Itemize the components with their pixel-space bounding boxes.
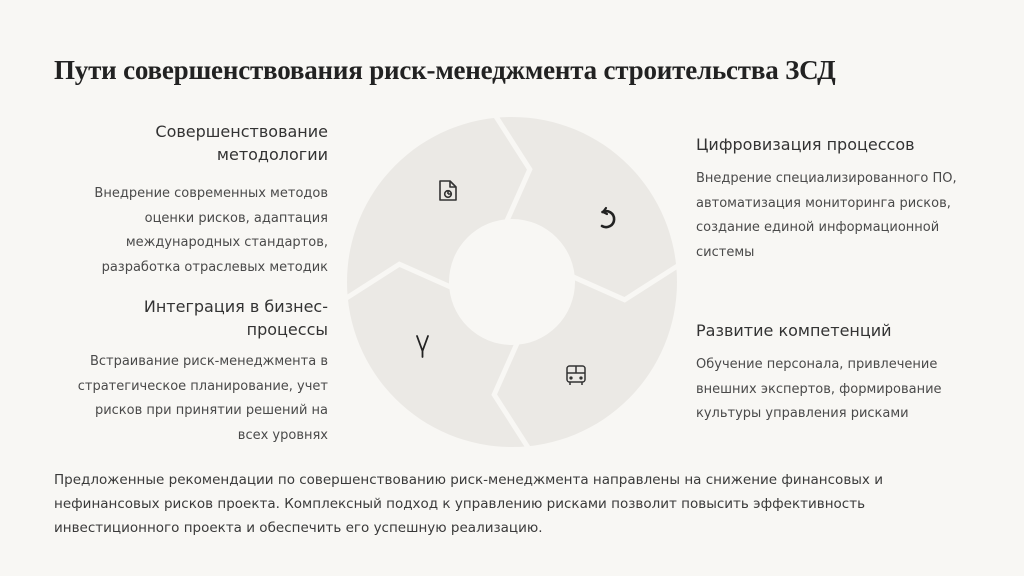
integration-text: Встраивание риск-менеджмента в стратегическое планирование, учет рисков при принятии решений на всех уровнях bbox=[77, 354, 328, 443]
summary-text: Предложенные рекомендации по совершенствованию риск-менеджмента направлены на снижение финансовых и нефинансовых рисков проекта. Комплексный подход к управлению рисками позволит повысить эффективность инвестиционного проекта и обеспечить его успешную реализацию. bbox=[54, 472, 883, 536]
integration-heading: Интеграция в бизнес- процессы bbox=[143, 297, 328, 339]
digitalization-text: Внедрение специализированного ПО, автоматизация мониторинга рисков, создание единой информационной системы bbox=[696, 171, 957, 260]
digitalization-block bbox=[696, 133, 996, 265]
page-title: Пути совершенствования риск-менеджмента строительства ЗСД bbox=[54, 55, 836, 85]
cycle-segments bbox=[344, 114, 680, 450]
integration-block bbox=[60, 295, 328, 448]
methodology-text: Внедрение современных методов оценки рисков, адаптация международных стандартов, разработка отраслевых методик bbox=[94, 186, 328, 275]
cycle-ring bbox=[347, 117, 677, 447]
methodology-heading: Совершенствование методологии bbox=[155, 122, 328, 164]
competence-text: Обучение персонала, привлечение внешних экспертов, формирование культуры управления рисками bbox=[696, 357, 942, 421]
digitalization-heading: Цифровизация процессов bbox=[696, 135, 915, 154]
competence-heading: Развитие компетенций bbox=[696, 321, 892, 340]
methodology-block bbox=[60, 120, 328, 280]
competence-block bbox=[696, 319, 996, 427]
cycle-diagram bbox=[340, 110, 684, 454]
